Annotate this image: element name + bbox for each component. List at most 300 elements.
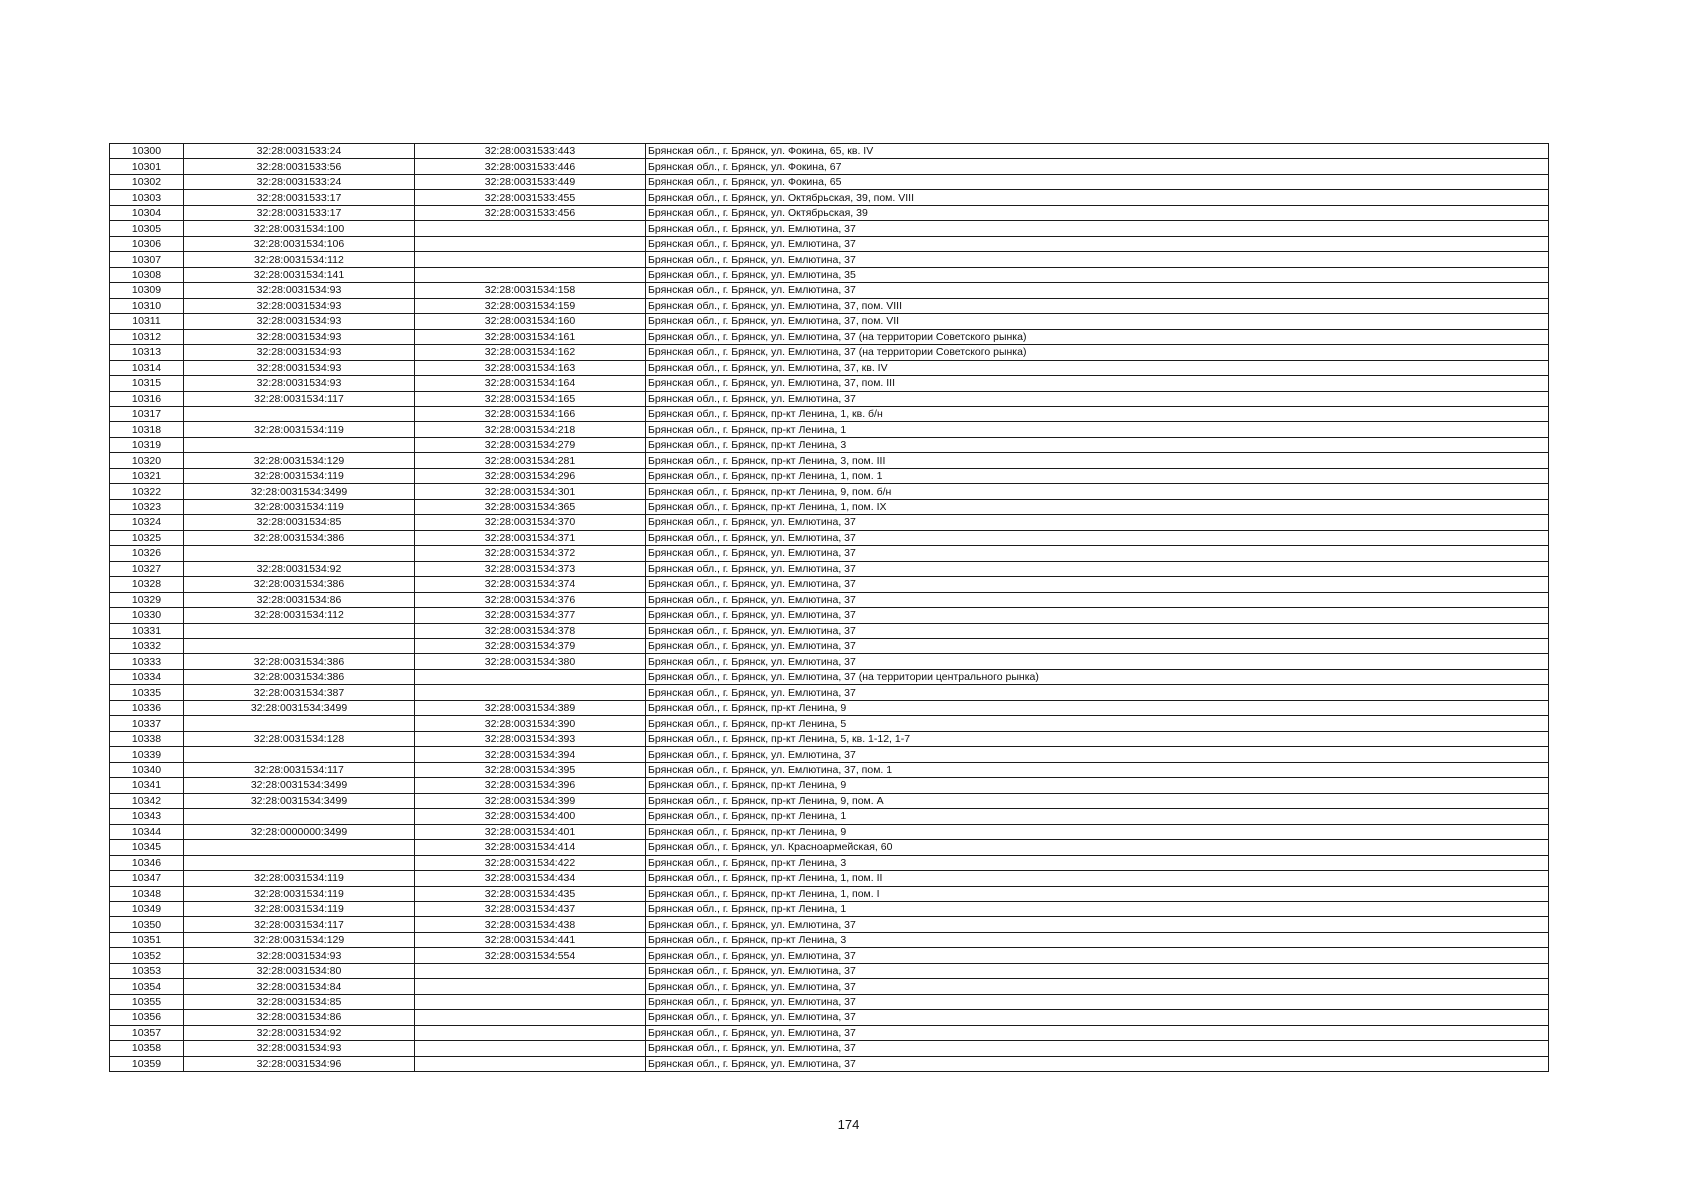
land-cadastral-number-cell: 32:28:0031534:128 (184, 731, 415, 746)
object-cadastral-number-cell: 32:28:0031534:281 (415, 453, 646, 468)
row-number-cell: 10301 (110, 159, 184, 174)
address-cell: Брянская обл., г. Брянск, ул. Емлютина, 37 (646, 654, 1549, 669)
row-number-cell: 10353 (110, 963, 184, 978)
row-number-cell: 10307 (110, 252, 184, 267)
land-cadastral-number-cell (184, 639, 415, 654)
object-cadastral-number-cell: 32:28:0031534:396 (415, 778, 646, 793)
row-number-cell: 10354 (110, 979, 184, 994)
address-cell: Брянская обл., г. Брянск, ул. Емлютина, 37 (646, 236, 1549, 251)
table-row (110, 1056, 1549, 1071)
land-cadastral-number-cell: 32:28:0031534:3499 (184, 484, 415, 499)
address-cell: Брянская обл., г. Брянск, ул. Октябрьская, 39 (646, 205, 1549, 220)
address-cell: Брянская обл., г. Брянск, ул. Емлютина, 37 (646, 577, 1549, 592)
object-cadastral-number-cell: 32:28:0031534:296 (415, 468, 646, 483)
object-cadastral-number-cell (415, 1041, 646, 1056)
object-cadastral-number-cell: 32:28:0031534:437 (415, 901, 646, 916)
object-cadastral-number-cell: 32:28:0031534:400 (415, 809, 646, 824)
object-cadastral-number-cell (415, 1010, 646, 1025)
object-cadastral-number-cell (415, 669, 646, 684)
object-cadastral-number-cell: 32:28:0031534:162 (415, 345, 646, 360)
address-cell: Брянская обл., г. Брянск, ул. Емлютина, 37 (646, 221, 1549, 236)
land-cadastral-number-cell: 32:28:0031534:386 (184, 530, 415, 545)
row-number-cell: 10357 (110, 1025, 184, 1040)
land-cadastral-number-cell: 32:28:0031534:119 (184, 871, 415, 886)
row-number-cell: 10338 (110, 731, 184, 746)
row-number-cell: 10349 (110, 901, 184, 916)
row-number-cell: 10346 (110, 855, 184, 870)
address-cell: Брянская обл., г. Брянск, ул. Емлютина, 37 (646, 1041, 1549, 1056)
object-cadastral-number-cell: 32:28:0031534:218 (415, 422, 646, 437)
row-number-cell: 10303 (110, 190, 184, 205)
land-cadastral-number-cell: 32:28:0031534:92 (184, 561, 415, 576)
row-number-cell: 10332 (110, 639, 184, 654)
table-row (110, 406, 1549, 421)
row-number-cell: 10328 (110, 577, 184, 592)
land-cadastral-number-cell: 32:28:0031534:84 (184, 979, 415, 994)
land-cadastral-number-cell: 32:28:0031534:119 (184, 886, 415, 901)
table-row (110, 1025, 1549, 1040)
object-cadastral-number-cell: 32:28:0031534:434 (415, 871, 646, 886)
object-cadastral-number-cell (415, 236, 646, 251)
address-cell: Брянская обл., г. Брянск, ул. Емлютина, 37 (646, 530, 1549, 545)
table-row (110, 499, 1549, 514)
object-cadastral-number-cell (415, 252, 646, 267)
row-number-cell: 10343 (110, 809, 184, 824)
table-row (110, 422, 1549, 437)
land-cadastral-number-cell (184, 546, 415, 561)
land-cadastral-number-cell: 32:28:0031534:93 (184, 345, 415, 360)
land-cadastral-number-cell: 32:28:0031534:117 (184, 762, 415, 777)
address-cell: Брянская обл., г. Брянск, ул. Емлютина, 37 (646, 963, 1549, 978)
object-cadastral-number-cell: 32:28:0031534:373 (415, 561, 646, 576)
object-cadastral-number-cell: 32:28:0031534:376 (415, 592, 646, 607)
address-cell: Брянская обл., г. Брянск, ул. Емлютина, 37 (646, 1056, 1549, 1071)
address-cell: Брянская обл., г. Брянск, ул. Емлютина, 37 (646, 252, 1549, 267)
land-cadastral-number-cell: 32:28:0031534:387 (184, 685, 415, 700)
address-cell: Брянская обл., г. Брянск, пр-кт Ленина, 9 (646, 700, 1549, 715)
table-row (110, 932, 1549, 947)
land-cadastral-number-cell: 32:28:0031534:86 (184, 592, 415, 607)
object-cadastral-number-cell: 32:28:0031534:414 (415, 840, 646, 855)
object-cadastral-number-cell: 32:28:0031534:379 (415, 639, 646, 654)
row-number-cell: 10337 (110, 716, 184, 731)
object-cadastral-number-cell: 32:28:0031534:399 (415, 793, 646, 808)
registry-table-body (110, 144, 1549, 1072)
table-row (110, 685, 1549, 700)
address-cell: Брянская обл., г. Брянск, пр-кт Ленина, 3 (646, 855, 1549, 870)
object-cadastral-number-cell: 32:28:0031534:365 (415, 499, 646, 514)
table-row (110, 453, 1549, 468)
address-cell: Брянская обл., г. Брянск, пр-кт Ленина, 1, пом. IX (646, 499, 1549, 514)
row-number-cell: 10335 (110, 685, 184, 700)
table-row (110, 437, 1549, 452)
table-row (110, 948, 1549, 963)
object-cadastral-number-cell: 32:28:0031533:443 (415, 144, 646, 159)
row-number-cell: 10356 (110, 1010, 184, 1025)
table-row (110, 840, 1549, 855)
row-number-cell: 10339 (110, 747, 184, 762)
land-cadastral-number-cell: 32:28:0031534:129 (184, 932, 415, 947)
land-cadastral-number-cell: 32:28:0031533:56 (184, 159, 415, 174)
object-cadastral-number-cell: 32:28:0031533:455 (415, 190, 646, 205)
table-row (110, 577, 1549, 592)
address-cell: Брянская обл., г. Брянск, пр-кт Ленина, 1, пом. I (646, 886, 1549, 901)
table-row (110, 468, 1549, 483)
land-cadastral-number-cell: 32:28:0031533:17 (184, 190, 415, 205)
land-cadastral-number-cell: 32:28:0031534:85 (184, 515, 415, 530)
address-cell: Брянская обл., г. Брянск, пр-кт Ленина, 3, пом. III (646, 453, 1549, 468)
object-cadastral-number-cell (415, 221, 646, 236)
address-cell: Брянская обл., г. Брянск, ул. Октябрьская, 39, пом. VIII (646, 190, 1549, 205)
table-row (110, 1041, 1549, 1056)
address-cell: Брянская обл., г. Брянск, пр-кт Ленина, 1 (646, 901, 1549, 916)
land-cadastral-number-cell: 32:28:0031534:93 (184, 329, 415, 344)
address-cell: Брянская обл., г. Брянск, ул. Емлютина, 37 (646, 561, 1549, 576)
object-cadastral-number-cell: 32:28:0031534:279 (415, 437, 646, 452)
table-row (110, 360, 1549, 375)
table-row (110, 283, 1549, 298)
table-row (110, 1010, 1549, 1025)
land-cadastral-number-cell (184, 809, 415, 824)
row-number-cell: 10352 (110, 948, 184, 963)
address-cell: Брянская обл., г. Брянск, ул. Емлютина, 37 (646, 283, 1549, 298)
row-number-cell: 10304 (110, 205, 184, 220)
row-number-cell: 10300 (110, 144, 184, 159)
table-row (110, 731, 1549, 746)
address-cell: Брянская обл., г. Брянск, ул. Емлютина, 37 (646, 608, 1549, 623)
land-cadastral-number-cell (184, 437, 415, 452)
table-row (110, 484, 1549, 499)
address-cell: Брянская обл., г. Брянск, ул. Емлютина, 37 (646, 515, 1549, 530)
row-number-cell: 10344 (110, 824, 184, 839)
table-row (110, 329, 1549, 344)
land-cadastral-number-cell: 32:28:0031534:93 (184, 376, 415, 391)
land-cadastral-number-cell: 32:28:0031534:3499 (184, 778, 415, 793)
land-cadastral-number-cell: 32:28:0031534:119 (184, 499, 415, 514)
address-cell: Брянская обл., г. Брянск, ул. Емлютина, 37 (на территории центрального рынка) (646, 669, 1549, 684)
table-row (110, 901, 1549, 916)
table-row (110, 236, 1549, 251)
object-cadastral-number-cell (415, 1056, 646, 1071)
address-cell: Брянская обл., г. Брянск, ул. Емлютина, 37 (646, 979, 1549, 994)
address-cell: Брянская обл., г. Брянск, ул. Емлютина, 37 (646, 1025, 1549, 1040)
table-row (110, 267, 1549, 282)
table-row (110, 515, 1549, 530)
address-cell: Брянская обл., г. Брянск, ул. Емлютина, 37, пом. VII (646, 314, 1549, 329)
object-cadastral-number-cell: 32:28:0031534:160 (415, 314, 646, 329)
land-cadastral-number-cell: 32:28:0031534:93 (184, 360, 415, 375)
address-cell: Брянская обл., г. Брянск, ул. Емлютина, 37 (646, 747, 1549, 762)
object-cadastral-number-cell: 32:28:0031534:393 (415, 731, 646, 746)
row-number-cell: 10340 (110, 762, 184, 777)
table-row (110, 669, 1549, 684)
table-row (110, 376, 1549, 391)
row-number-cell: 10350 (110, 917, 184, 932)
land-cadastral-number-cell: 32:28:0031534:93 (184, 298, 415, 313)
row-number-cell: 10305 (110, 221, 184, 236)
table-row (110, 314, 1549, 329)
object-cadastral-number-cell: 32:28:0031534:165 (415, 391, 646, 406)
row-number-cell: 10308 (110, 267, 184, 282)
land-cadastral-number-cell (184, 716, 415, 731)
land-cadastral-number-cell: 32:28:0031533:17 (184, 205, 415, 220)
row-number-cell: 10317 (110, 406, 184, 421)
address-cell: Брянская обл., г. Брянск, ул. Емлютина, 37 (на территории Советского рынка) (646, 329, 1549, 344)
table-row (110, 654, 1549, 669)
land-cadastral-number-cell: 32:28:0031534:112 (184, 252, 415, 267)
table-row (110, 205, 1549, 220)
object-cadastral-number-cell: 32:28:0031534:377 (415, 608, 646, 623)
address-cell: Брянская обл., г. Брянск, пр-кт Ленина, 1 (646, 422, 1549, 437)
address-cell: Брянская обл., г. Брянск, ул. Емлютина, 37 (646, 639, 1549, 654)
table-row (110, 778, 1549, 793)
row-number-cell: 10325 (110, 530, 184, 545)
table-row (110, 221, 1549, 236)
land-cadastral-number-cell: 32:28:0031534:85 (184, 994, 415, 1009)
table-row (110, 159, 1549, 174)
row-number-cell: 10342 (110, 793, 184, 808)
row-number-cell: 10348 (110, 886, 184, 901)
row-number-cell: 10351 (110, 932, 184, 947)
address-cell: Брянская обл., г. Брянск, ул. Емлютина, 37 (646, 994, 1549, 1009)
land-cadastral-number-cell: 32:28:0031534:117 (184, 391, 415, 406)
table-row (110, 716, 1549, 731)
land-cadastral-number-cell (184, 840, 415, 855)
land-cadastral-number-cell: 32:28:0031533:24 (184, 174, 415, 189)
address-cell: Брянская обл., г. Брянск, ул. Красноармейская, 60 (646, 840, 1549, 855)
row-number-cell: 10315 (110, 376, 184, 391)
address-cell: Брянская обл., г. Брянск, пр-кт Ленина, 5, кв. 1-12, 1-7 (646, 731, 1549, 746)
table-row (110, 298, 1549, 313)
row-number-cell: 10355 (110, 994, 184, 1009)
row-number-cell: 10324 (110, 515, 184, 530)
row-number-cell: 10306 (110, 236, 184, 251)
object-cadastral-number-cell: 32:28:0031534:378 (415, 623, 646, 638)
row-number-cell: 10302 (110, 174, 184, 189)
object-cadastral-number-cell: 32:28:0031534:159 (415, 298, 646, 313)
table-row (110, 886, 1549, 901)
row-number-cell: 10309 (110, 283, 184, 298)
land-cadastral-number-cell: 32:28:0031534:117 (184, 917, 415, 932)
table-row (110, 623, 1549, 638)
address-cell: Брянская обл., г. Брянск, ул. Емлютина, 37 (646, 592, 1549, 607)
row-number-cell: 10322 (110, 484, 184, 499)
table-row (110, 174, 1549, 189)
row-number-cell: 10320 (110, 453, 184, 468)
object-cadastral-number-cell (415, 994, 646, 1009)
table-row (110, 546, 1549, 561)
address-cell: Брянская обл., г. Брянск, ул. Емлютина, 35 (646, 267, 1549, 282)
land-cadastral-number-cell: 32:28:0031534:119 (184, 468, 415, 483)
table-row (110, 345, 1549, 360)
land-cadastral-number-cell: 32:28:0031534:129 (184, 453, 415, 468)
land-cadastral-number-cell: 32:28:0031534:93 (184, 1041, 415, 1056)
row-number-cell: 10321 (110, 468, 184, 483)
row-number-cell: 10334 (110, 669, 184, 684)
table-row (110, 809, 1549, 824)
row-number-cell: 10319 (110, 437, 184, 452)
address-cell: Брянская обл., г. Брянск, пр-кт Ленина, 1, пом. 1 (646, 468, 1549, 483)
address-cell: Брянская обл., г. Брянск, пр-кт Ленина, 3 (646, 932, 1549, 947)
table-row (110, 639, 1549, 654)
object-cadastral-number-cell: 32:28:0031534:390 (415, 716, 646, 731)
row-number-cell: 10316 (110, 391, 184, 406)
table-row (110, 530, 1549, 545)
address-cell: Брянская обл., г. Брянск, ул. Емлютина, 37 (646, 917, 1549, 932)
land-cadastral-number-cell: 32:28:0031534:93 (184, 314, 415, 329)
land-cadastral-number-cell: 32:28:0031534:141 (184, 267, 415, 282)
address-cell: Брянская обл., г. Брянск, ул. Емлютина, 37, пом. 1 (646, 762, 1549, 777)
row-number-cell: 10326 (110, 546, 184, 561)
object-cadastral-number-cell: 32:28:0031534:394 (415, 747, 646, 762)
object-cadastral-number-cell: 32:28:0031534:370 (415, 515, 646, 530)
land-cadastral-number-cell: 32:28:0031534:3499 (184, 700, 415, 715)
land-cadastral-number-cell: 32:28:0031534:386 (184, 654, 415, 669)
object-cadastral-number-cell: 32:28:0031533:449 (415, 174, 646, 189)
row-number-cell: 10323 (110, 499, 184, 514)
address-cell: Брянская обл., г. Брянск, ул. Емлютина, 37, пом. VIII (646, 298, 1549, 313)
address-cell: Брянская обл., г. Брянск, пр-кт Ленина, 5 (646, 716, 1549, 731)
address-cell: Брянская обл., г. Брянск, ул. Фокина, 65 (646, 174, 1549, 189)
land-cadastral-number-cell: 32:28:0031534:100 (184, 221, 415, 236)
address-cell: Брянская обл., г. Брянск, пр-кт Ленина, 3 (646, 437, 1549, 452)
address-cell: Брянская обл., г. Брянск, пр-кт Ленина, 9, пом. б/н (646, 484, 1549, 499)
object-cadastral-number-cell: 32:28:0031534:441 (415, 932, 646, 947)
object-cadastral-number-cell: 32:28:0031533:446 (415, 159, 646, 174)
address-cell: Брянская обл., г. Брянск, ул. Емлютина, 37, кв. IV (646, 360, 1549, 375)
address-cell: Брянская обл., г. Брянск, ул. Емлютина, 37 (646, 623, 1549, 638)
object-cadastral-number-cell: 32:28:0031534:422 (415, 855, 646, 870)
land-cadastral-number-cell: 32:28:0031534:119 (184, 901, 415, 916)
row-number-cell: 10327 (110, 561, 184, 576)
table-row (110, 917, 1549, 932)
table-row (110, 700, 1549, 715)
row-number-cell: 10311 (110, 314, 184, 329)
table-row (110, 252, 1549, 267)
table-row (110, 793, 1549, 808)
object-cadastral-number-cell: 32:28:0031534:372 (415, 546, 646, 561)
land-cadastral-number-cell: 32:28:0031534:93 (184, 948, 415, 963)
object-cadastral-number-cell: 32:28:0031534:380 (415, 654, 646, 669)
object-cadastral-number-cell: 32:28:0031534:401 (415, 824, 646, 839)
table-row (110, 747, 1549, 762)
object-cadastral-number-cell: 32:28:0031534:163 (415, 360, 646, 375)
land-cadastral-number-cell: 32:28:0031534:3499 (184, 793, 415, 808)
object-cadastral-number-cell: 32:28:0031534:158 (415, 283, 646, 298)
object-cadastral-number-cell: 32:28:0031534:435 (415, 886, 646, 901)
page-number: 174 (837, 1117, 860, 1132)
land-cadastral-number-cell (184, 406, 415, 421)
address-cell: Брянская обл., г. Брянск, ул. Фокина, 65, кв. IV (646, 144, 1549, 159)
row-number-cell: 10331 (110, 623, 184, 638)
object-cadastral-number-cell: 32:28:0031534:554 (415, 948, 646, 963)
table-row (110, 144, 1549, 159)
object-cadastral-number-cell (415, 267, 646, 282)
row-number-cell: 10333 (110, 654, 184, 669)
land-cadastral-number-cell (184, 855, 415, 870)
object-cadastral-number-cell: 32:28:0031534:161 (415, 329, 646, 344)
object-cadastral-number-cell: 32:28:0031534:371 (415, 530, 646, 545)
object-cadastral-number-cell (415, 685, 646, 700)
land-cadastral-number-cell: 32:28:0031534:386 (184, 577, 415, 592)
address-cell: Брянская обл., г. Брянск, пр-кт Ленина, 9 (646, 824, 1549, 839)
object-cadastral-number-cell: 32:28:0031534:301 (415, 484, 646, 499)
table-row (110, 963, 1549, 978)
land-cadastral-number-cell: 32:28:0031533:24 (184, 144, 415, 159)
land-cadastral-number-cell: 32:28:0031534:386 (184, 669, 415, 684)
table-row (110, 190, 1549, 205)
object-cadastral-number-cell (415, 963, 646, 978)
row-number-cell: 10330 (110, 608, 184, 623)
table-row (110, 979, 1549, 994)
land-cadastral-number-cell (184, 623, 415, 638)
object-cadastral-number-cell: 32:28:0031534:395 (415, 762, 646, 777)
row-number-cell: 10313 (110, 345, 184, 360)
address-cell: Брянская обл., г. Брянск, пр-кт Ленина, 1, кв. б/н (646, 406, 1549, 421)
object-cadastral-number-cell: 32:28:0031534:438 (415, 917, 646, 932)
land-cadastral-number-cell: 32:28:0000000:3499 (184, 824, 415, 839)
address-cell: Брянская обл., г. Брянск, пр-кт Ленина, 9, пом. А (646, 793, 1549, 808)
row-number-cell: 10347 (110, 871, 184, 886)
object-cadastral-number-cell: 32:28:0031534:166 (415, 406, 646, 421)
address-cell: Брянская обл., г. Брянск, ул. Емлютина, 37, пом. III (646, 376, 1549, 391)
address-cell: Брянская обл., г. Брянск, ул. Емлютина, 37 (646, 948, 1549, 963)
row-number-cell: 10310 (110, 298, 184, 313)
address-cell: Брянская обл., г. Брянск, пр-кт Ленина, 1, пом. II (646, 871, 1549, 886)
land-cadastral-number-cell: 32:28:0031534:92 (184, 1025, 415, 1040)
land-cadastral-number-cell (184, 747, 415, 762)
row-number-cell: 10329 (110, 592, 184, 607)
registry-table (109, 143, 1549, 1072)
table-row (110, 762, 1549, 777)
object-cadastral-number-cell (415, 979, 646, 994)
address-cell: Брянская обл., г. Брянск, ул. Емлютина, 37 (646, 1010, 1549, 1025)
table-row (110, 561, 1549, 576)
row-number-cell: 10318 (110, 422, 184, 437)
object-cadastral-number-cell: 32:28:0031534:374 (415, 577, 646, 592)
table-row (110, 608, 1549, 623)
row-number-cell: 10358 (110, 1041, 184, 1056)
land-cadastral-number-cell: 32:28:0031534:80 (184, 963, 415, 978)
object-cadastral-number-cell: 32:28:0031533:456 (415, 205, 646, 220)
address-cell: Брянская обл., г. Брянск, ул. Емлютина, 37 (646, 391, 1549, 406)
table-row (110, 824, 1549, 839)
object-cadastral-number-cell (415, 1025, 646, 1040)
row-number-cell: 10345 (110, 840, 184, 855)
table-row (110, 994, 1549, 1009)
land-cadastral-number-cell: 32:28:0031534:112 (184, 608, 415, 623)
object-cadastral-number-cell: 32:28:0031534:164 (415, 376, 646, 391)
address-cell: Брянская обл., г. Брянск, ул. Емлютина, 37 (646, 546, 1549, 561)
land-cadastral-number-cell: 32:28:0031534:119 (184, 422, 415, 437)
address-cell: Брянская обл., г. Брянск, ул. Емлютина, 37 (646, 685, 1549, 700)
table-row (110, 391, 1549, 406)
address-cell: Брянская обл., г. Брянск, пр-кт Ленина, 1 (646, 809, 1549, 824)
land-cadastral-number-cell: 32:28:0031534:96 (184, 1056, 415, 1071)
row-number-cell: 10312 (110, 329, 184, 344)
table-row (110, 592, 1549, 607)
row-number-cell: 10314 (110, 360, 184, 375)
land-cadastral-number-cell: 32:28:0031534:106 (184, 236, 415, 251)
address-cell: Брянская обл., г. Брянск, ул. Емлютина, 37 (на территории Советского рынка) (646, 345, 1549, 360)
address-cell: Брянская обл., г. Брянск, пр-кт Ленина, 9 (646, 778, 1549, 793)
table-row (110, 871, 1549, 886)
row-number-cell: 10336 (110, 700, 184, 715)
table-row (110, 855, 1549, 870)
row-number-cell: 10359 (110, 1056, 184, 1071)
object-cadastral-number-cell: 32:28:0031534:389 (415, 700, 646, 715)
address-cell: Брянская обл., г. Брянск, ул. Фокина, 67 (646, 159, 1549, 174)
